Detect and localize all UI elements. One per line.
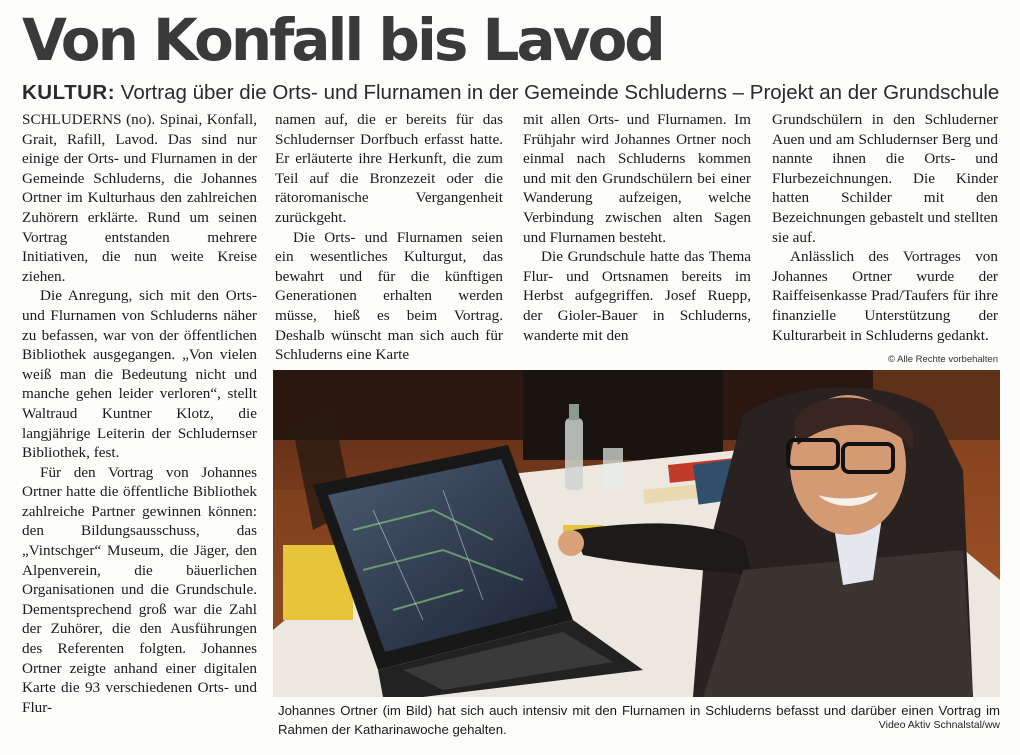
article-column-1 <box>22 110 257 717</box>
paragraph: mit allen Orts- und Flurnamen. Im Frühjahr wird Johannes Ortner noch einmal nach Schluderns kommen und mit den Grundschülern bei einer Wanderung aufzeigen, welche Verbindung zwischen alten Sagen und Flurnamen besteht. <box>523 111 751 246</box>
subheadline <box>22 80 1012 106</box>
photo-illustration <box>273 370 1000 697</box>
paragraph: Für den Vortrag von Johannes Ortner hatte die öffentliche Bibliothek zahlreiche Partner gewinnen können: den Bildungsausschuss, das „Vintschger“ Museum, die Jäger, den Alpenverein, die bäuerlichen Organisationen und die Grundschule. Dementsprechend groß war die Zahl der Zuhörer, die den Ausführungen des Referenten folgten. Johannes Ortner zeigte anhand einer digitalen Karte die 93 verschiedenen Orts- und Flur- <box>22 463 257 716</box>
paragraph: Die Grundschule hatte das Thema Flur- und Ortsnamen bereits im Herbst aufgegriffen. Josef Ruepp, der Gioler-Bauer in Schluderns, wanderte mit den <box>523 248 751 344</box>
copyright-notice: © Alle Rechte vorbehalten <box>888 354 998 366</box>
photo-caption: Johannes Ortner (im Bild) hat sich auch intensiv mit den Flurnamen in Schluderns befasst und darüber einen Vortrag im Rahmen der Katharinawoche gehalten. <box>278 703 1000 737</box>
paragraph: Die Anregung, sich mit den Orts- und Flurnamen von Schluderns näher zu befassen, war von der öffentlichen Bibliothek ausgegangen. „Von vielen weiß man die Bedeutung nicht und manche gehen leider verloren“, stellt Waltraud Kuntner Klotz, die langjährige Leiterin der Schludernser Bibliothek, fest. <box>22 287 257 462</box>
article-column-3 <box>523 110 751 345</box>
section-kicker: KULTUR: <box>22 81 116 104</box>
article-column-4 <box>772 110 998 370</box>
paragraph: Die Orts- und Flurnamen seien ein wesentliches Kulturgut, das bewahrt und für die künftigen Generationen erhalten werden müsse, hieß es beim Vortrag. Deshalb wünscht man sich auch für Schluderns eine Karte <box>275 228 503 364</box>
article-photo <box>273 370 1000 697</box>
paragraph: Anlässlich des Vortrages von Johannes Ortner wurde der Raiffeisenkasse Prad/Taufers für ihre finanzielle Unterstützung der Kulturarbeit in Schluderns gedankt. <box>772 248 998 344</box>
paragraph: Grundschülern in den Schluderner Auen und am Schludernser Berg und nannte ihnen die Orts- und Flurbezeichnungen. Die Kinder hatten Schilder mit den Bezeichnungen gebastelt und stellten sie auf. <box>772 111 998 246</box>
photo-credit: Video Aktiv Schnalstal/ww <box>878 719 1000 731</box>
paragraph: SCHLUDERNS (no). Spinai, Konfall, Grait, Rafill, Lavod. Das sind nur einige der Orts- und Flurnamen in der Gemeinde Schluderns, die Johannes Ortner im Kulturhaus den zahlreichen Zuhörern erklärte. Rund um seinen Vortrag entstanden mehrere Initiativen, die nun weite Kreise ziehen. <box>22 111 257 285</box>
subheadline-text: Vortrag über die Orts- und Flurnamen in der Gemeinde Schluderns – Projekt an der Grundschule <box>115 81 1000 104</box>
paragraph: namen auf, die er bereits für das Schludernser Dorfbuch erfasst hatte. Er erläuterte ihre Herkunft, die zum Teil auf die Bronzezeit oder die rätoromanische Vergangenheit zurückgeht. <box>275 111 503 226</box>
article-column-2 <box>275 110 503 365</box>
headline: Von Konfall bis Lavod <box>22 6 663 74</box>
